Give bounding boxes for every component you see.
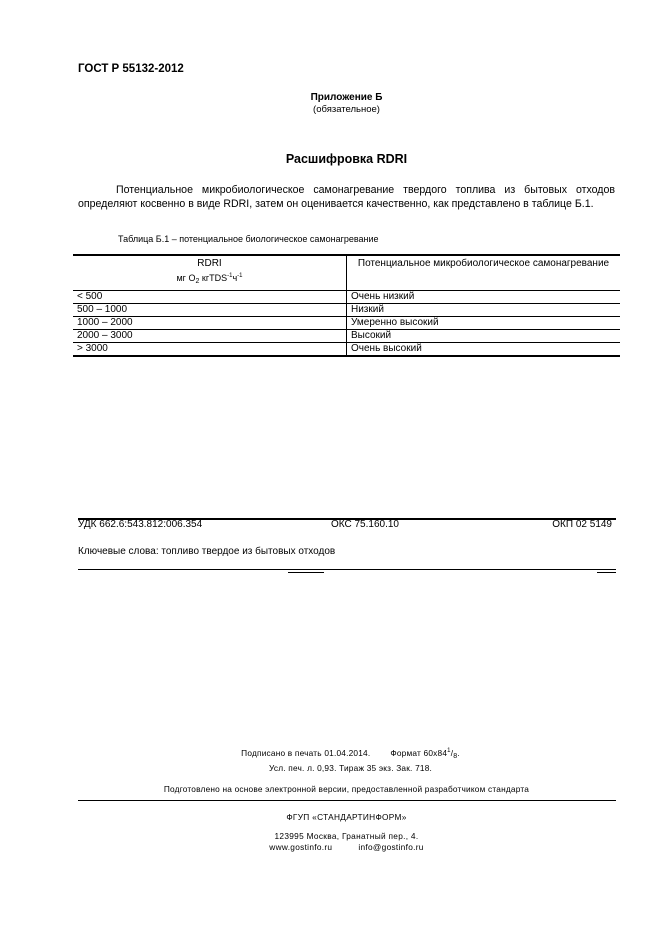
publisher-block xyxy=(0,812,661,854)
potential-level-cell: Низкий xyxy=(347,304,621,317)
potential-level-cell: Очень высокий xyxy=(347,343,621,357)
divider-bottom-short-a xyxy=(288,572,324,573)
table-row xyxy=(73,291,620,304)
rdri-range-cell: 1000 – 2000 xyxy=(73,317,347,330)
publisher-email: info@gostinfo.ru xyxy=(358,842,424,852)
potential-level-cell: Очень низкий xyxy=(347,291,621,304)
rdri-range-cell: < 500 xyxy=(73,291,347,304)
rdri-range-cell: > 3000 xyxy=(73,343,347,357)
rdri-header-unit: мг $O_2$ $кгTDS^{-1}ч^{-1}$ xyxy=(176,273,243,285)
publisher-address: 123995 Москва, Гранатный пер., 4. xyxy=(274,830,419,841)
rdri-table xyxy=(73,254,620,357)
rdri-range-cell: 2000 – 3000 xyxy=(73,330,347,343)
table-row xyxy=(73,304,620,317)
table-row xyxy=(73,317,620,330)
appendix-status: (обязательное) xyxy=(313,104,380,115)
oks-code: ОКС 75.160.10 xyxy=(331,519,399,530)
udc-code: УДК 662.6:543.812:006.354 xyxy=(78,519,203,530)
table-row xyxy=(73,330,620,343)
body-paragraph: Потенциальное микробиологическое самонагревание твердого топлива из бытовых отходов определяют косвенно в виде RDRI, затем он оценивается качественно, как представлено в таблице Б.1. xyxy=(78,184,615,210)
potential-level-cell: Умеренно высокий xyxy=(347,317,621,330)
appendix-title: Приложение Б xyxy=(310,92,383,103)
imprint-line-2: Усл. печ. л. 0,93. Тираж 35 экз. Зак. 718. xyxy=(268,762,433,773)
table-header-potential: Потенциальное микробиологическое самонагревание xyxy=(347,255,621,291)
imprint xyxy=(0,746,661,774)
table-caption: Таблица Б.1 – потенциальное биологическое самонагревание xyxy=(118,234,379,244)
okp-code: ОКП 02 5149 xyxy=(552,519,612,530)
publisher-site: www.gostinfo.ru xyxy=(269,842,333,852)
standard-number: ГОСТ Р 55132-2012 xyxy=(78,63,184,75)
section-title: Расшифровка RDRI xyxy=(285,152,408,166)
table-row xyxy=(73,343,620,357)
publisher-contacts xyxy=(32,842,661,854)
divider-imprint xyxy=(78,800,616,801)
table-header-row xyxy=(73,255,620,291)
imprint-line-1: Подписано в печать 01.04.2014. Формат $60х84^1/_8$. xyxy=(241,748,460,760)
rdri-range-cell: 500 – 1000 xyxy=(73,304,347,317)
keywords: Ключевые слова: топливо твердое из бытовых отходов xyxy=(78,546,336,557)
prepared-note: Подготовлено на основе электронной версии, предоставленной разработчиком стандарта xyxy=(163,784,530,794)
rdri-header-label: RDRI xyxy=(197,258,222,269)
divider-bottom xyxy=(78,569,616,570)
potential-level-cell: Высокий xyxy=(347,330,621,343)
appendix-heading xyxy=(0,92,661,115)
publisher-name: ФГУП «СТАНДАРТИНФОРМ» xyxy=(286,812,407,822)
divider-bottom-short-b xyxy=(597,572,616,573)
table-header-rdri xyxy=(73,255,347,291)
